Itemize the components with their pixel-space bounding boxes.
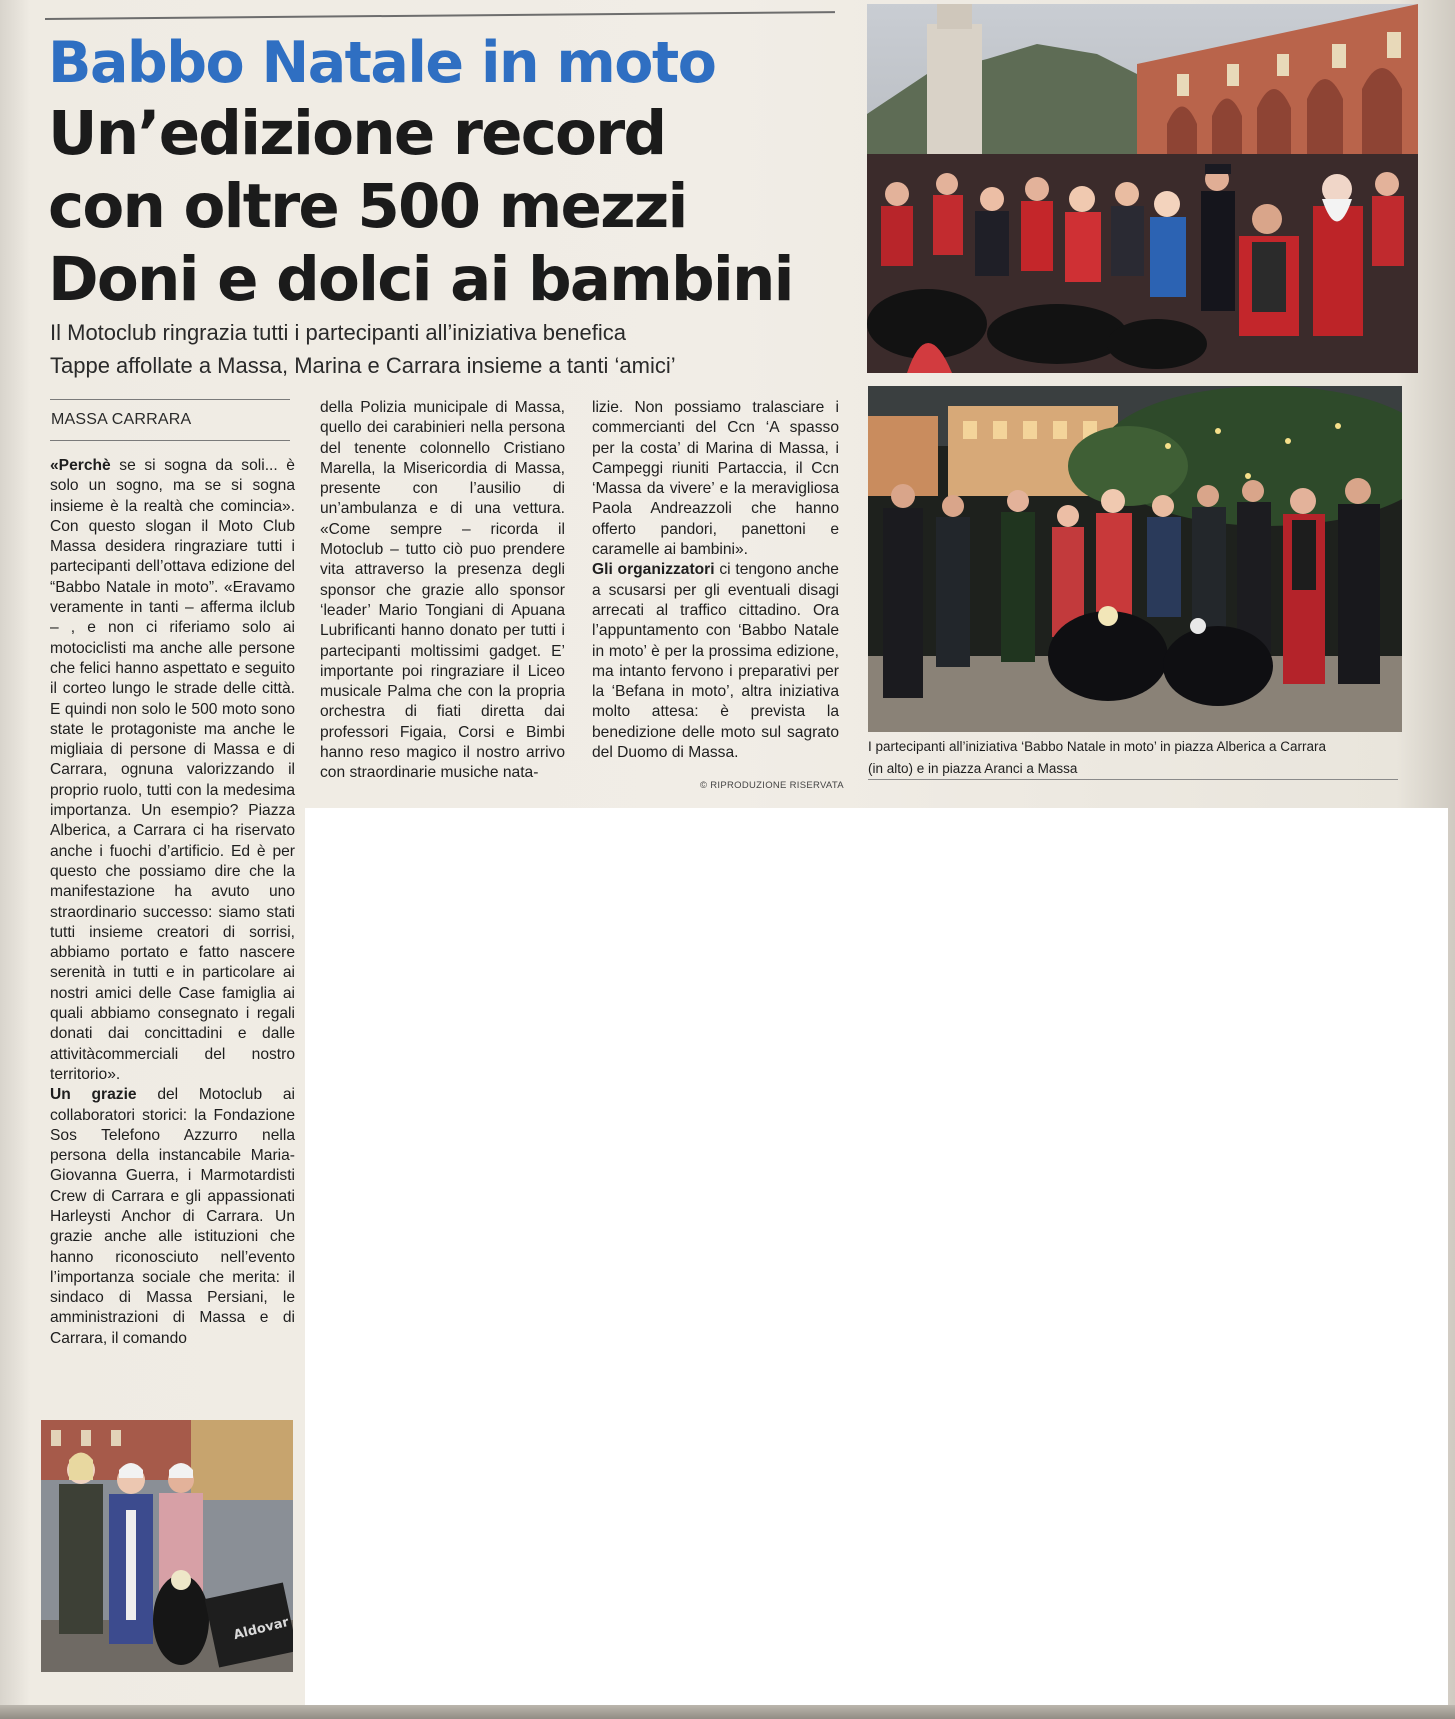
bottom-edge bbox=[0, 1705, 1455, 1719]
subtitle bbox=[50, 316, 870, 382]
location-rule bbox=[50, 399, 290, 400]
lead-in: Un grazie bbox=[50, 1086, 137, 1104]
photo-illustration bbox=[41, 1420, 293, 1672]
lead-in: «Perchè bbox=[50, 457, 111, 474]
paragraph-text: ci tengono anche a scusarsi per gli eventuali disagi arrecati al traffico cittadino. Ora l’appuntamento con ‘Babbo Natale in moto’ è per la prossima edizione, ma intanto fervono i preparativi per la ‘Befana in moto’, altra iniziativa molto attesa: è prevista la benedizione delle moto sul sagrato del Duomo di Massa. bbox=[592, 561, 839, 762]
sidecar-sign: Aldovar bbox=[232, 1614, 291, 1644]
photo-participants-small bbox=[41, 1420, 293, 1672]
paragraph-text: della Polizia municipale di Massa, quello dei carabinieri nella persona del tenente colonnello Cristiano Marella, la Misericordia di Massa, presente con l’ausilio di un’ambulanza e di una vettura. «Come sempre – ricorda il Motoclub – tutto ciò puo prendere vita attraverso la presenza degli sponsor che grazie allo sponsor ‘leader’ Mario Tongiani di Apuana Lubrificanti hanno donato per tutti i partecipanti moltissimi gadget. E’ importante poi ringraziare il Liceo musicale Palma che con la propria orchestra di fiati diretta dai professori Figaia, Corsi e Bimbi hanno reso magico il nostro arrivo con straordinarie musiche nata- bbox=[320, 399, 565, 782]
paragraph bbox=[50, 1085, 295, 1349]
photo-piazza-alberica bbox=[867, 4, 1418, 373]
copyright-notice: © RIPRODUZIONE RISERVATA bbox=[700, 780, 844, 791]
photo-illustration bbox=[868, 386, 1402, 732]
headline bbox=[48, 97, 868, 316]
caption-rule bbox=[868, 779, 1398, 780]
blank-area bbox=[305, 808, 1448, 1707]
paragraph-text: del Motoclub ai collaboratori storici: la Fondazione Sos Telefono Azzurro nella persona della instancabile Maria-Giovanna Guerra, i Marmotardisti Crew di Carrara e gli appassionati Harleysti Anchor di Carrara. Un grazie anche alle istituzioni che hanno riconosciuto nell’evento l’importanza sociale che merita: il sindaco di Massa Persiani, le amministrazioni di Massa e di Carrara, il comando bbox=[50, 1086, 296, 1347]
caption-line: I partecipanti all’iniziativa ‘Babbo Natale in moto’ in piazza Alberica a Carrara bbox=[868, 739, 1326, 754]
subtitle-line: Tappe affollate a Massa, Marina e Carrara insieme a tanti ‘amici’ bbox=[50, 353, 676, 378]
location-rule bbox=[50, 440, 290, 441]
caption-line: (in alto) e in piazza Aranci a Massa bbox=[868, 761, 1078, 776]
location-label: MASSA CARRARA bbox=[51, 411, 192, 428]
paragraph-text: se si sogna da soli... è solo un sogno, ma se si sogna insieme è la realtà che comincia». Con questo slogan il Moto Club Massa desidera ringraziare tutti i partecipanti dell’ottava edizione del “Babbo Natale in moto”. «Eravamo veramente in tanti – afferma ilclub – , e non ci riferiamo solo ai motociclisti ma anche alle persone che felici hanno aspettato e seguito il corteo lungo le strade delle città. E quindi non solo le 500 moto sono state le protagoniste ma anche le migliaia di persone di Massa e di Carrara, ognuna valorizzando il proprio ruolo, tutti con la medesima importanza. Un esempio? Piazza Alberica, a Carrara ci ha riservato anche i fuochi d’artificio. Ed è per questo che possiamo dire che la manifestazione ha avuto uno straordinario successo: siamo stati tutti insieme creatori di sorrisi, abbiamo portato e fatto nascere serenità in tutti e in particolare ai nostri amici delle Case famiglia ai quali abbiamo consegnato i regali donati dai concittadini e dalle attivitàcommerciali del nostro territorio». bbox=[50, 457, 295, 1083]
lead-in: Gli organizzatori bbox=[592, 561, 715, 579]
text-column-1 bbox=[50, 456, 295, 1349]
paragraph bbox=[50, 456, 295, 1085]
headline-line: con oltre 500 mezzi bbox=[48, 171, 687, 242]
text-column-2 bbox=[320, 398, 565, 784]
photo-illustration bbox=[867, 4, 1418, 373]
subtitle-line: Il Motoclub ringrazia tutti i partecipanti all’iniziativa benefica bbox=[50, 320, 626, 345]
headline-line: Un’edizione record bbox=[48, 98, 666, 169]
photo-caption bbox=[868, 736, 1408, 780]
photo-piazza-aranci bbox=[868, 386, 1402, 732]
paragraph bbox=[592, 560, 839, 763]
headline-line: Doni e dolci ai bambini bbox=[48, 244, 793, 315]
paragraph-text: lizie. Non possiamo tralasciare i commercianti del Ccn ‘A spasso per la costa’ di Marina di Massa, i Campeggi riuniti Partaccia, il Ccn ‘Massa da vivere’ e la meravigliosa Paola Andreazzoli che hanno offerto pandori, panettoni e caramelle ai bambini». bbox=[592, 399, 839, 559]
kicker: Babbo Natale in moto bbox=[48, 30, 716, 96]
paragraph bbox=[320, 398, 565, 784]
paragraph bbox=[592, 398, 839, 560]
text-column-3 bbox=[592, 398, 839, 763]
